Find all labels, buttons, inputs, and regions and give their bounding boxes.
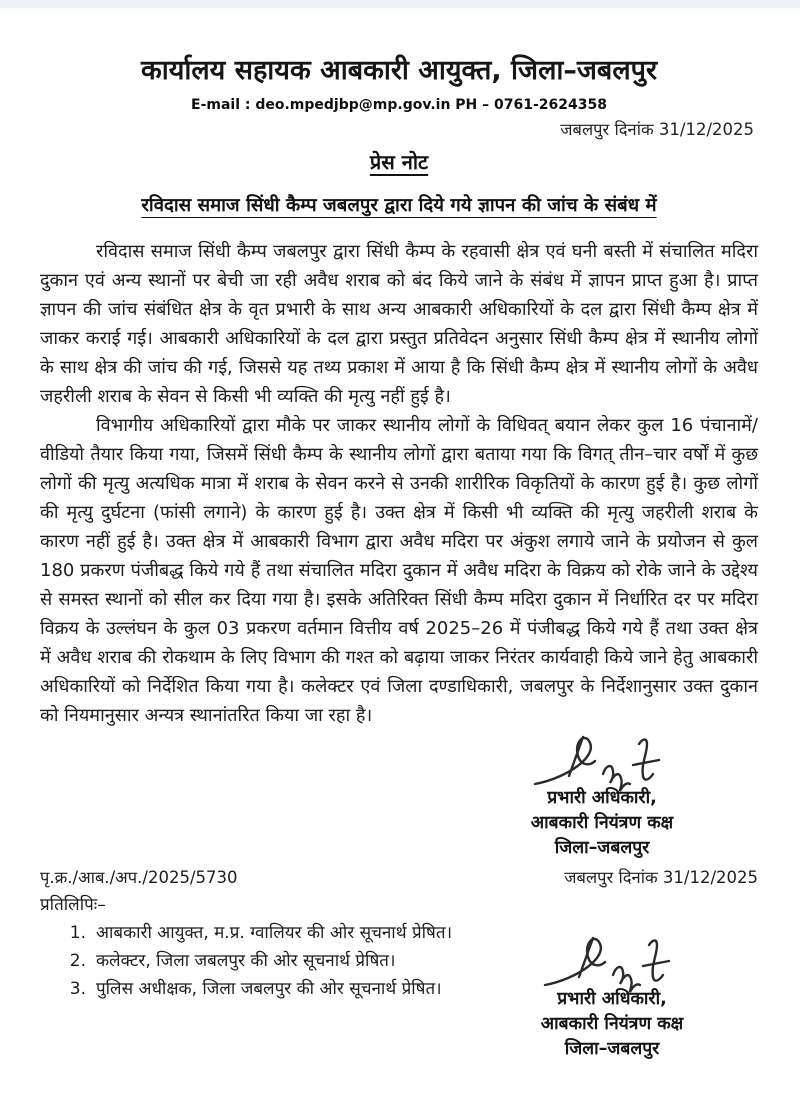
copies-heading: प्रतिलिपिः– <box>40 895 106 915</box>
scan-top-strip <box>0 0 800 8</box>
body-text <box>40 237 758 730</box>
copy-number: 3. <box>69 979 86 999</box>
subject-heading: रविदास समाज सिंधी कैम्प जबलपुर द्वारा दिये गये ज्ञापन की जांच के संबंध में <box>141 195 657 216</box>
office-title: कार्यालय सहायक आबकारी आयुक्त, जिला–जबलपुर <box>140 55 658 86</box>
document-page <box>0 13 800 1062</box>
signatory-designation: प्रभारी अधिकारी, <box>557 989 667 1009</box>
copy-text: कलेक्टर, जिला जबलपुर की ओर सूचनार्थ प्रेषित। <box>96 951 396 971</box>
header-dateline: जबलपुर दिनांक 31/12/2025 <box>560 120 754 139</box>
copy-item <box>66 975 452 1003</box>
signature-block-2 <box>472 933 752 1062</box>
signature-block-1 <box>462 732 742 861</box>
signatory-designation: प्रभारी अधिकारी, <box>547 788 657 808</box>
copy-text: आबकारी आयुक्त, म.प्र. ग्वालियर की ओर सूचनार्थ प्रेषित। <box>96 923 453 943</box>
bottom-row <box>40 915 758 1062</box>
copy-item <box>66 947 452 975</box>
body-paragraph-1: रविदास समाज सिंधी कैम्प जबलपुर द्वारा सिंधी कैम्प के रहवासी क्षेत्र एवं घनी बस्ती में संचालित मदिरा दुकान एवं अन्य स्थानों पर बेची जा रही अवैध शराब को बंद किये जाने के संबंध में ज्ञापन प्राप्त हुआ है। प्राप्त ज्ञापन की जांच संबंधित क्षेत्र के वृत प्रभारी के साथ अन्य आबकारी अधिकारियों के दल द्वारा सिंधी कैम्प क्षेत्र में जाकर कराई गई। आबकारी अधिकारियों के दल द्वारा प्रस्तुत प्रतिवेदन अनुसार सिंधी कैम्प क्षेत्र में स्थानीय लोगों के साथ क्षेत्र की जांच की गई, जिससे यह तथ्य प्रकाश में आया है कि सिंधी कैम्प क्षेत्र में स्थानीय लोगों के अवैध जहरीली शराब के सेवन से किसी भी व्यक्ति की मृत्यु नहीं हुई है। <box>40 241 758 407</box>
copy-number: 1. <box>69 923 86 943</box>
reference-row <box>40 865 758 888</box>
signatory-district: जिला–जबलपुर <box>564 1039 660 1059</box>
signatory-district: जिला–जबलपुर <box>554 838 650 858</box>
copy-list <box>66 919 452 1003</box>
contact-line: E-mail : deo.mpedjbp@mp.gov.in PH – 0761-2624358 <box>191 97 607 113</box>
reference-number: पृ.क्र./आब./अप./2025/5730 <box>40 868 238 887</box>
signatory-office: आबकारी नियंत्रण कक्ष <box>540 1014 684 1034</box>
copy-item <box>66 919 452 947</box>
handwritten-signature-icon <box>537 933 687 995</box>
body-paragraph-2: विभागीय अधिकारियों द्वारा मौके पर जाकर स्थानीय लोगों के विधिवत् बयान लेकर कुल 16 पंचानामें/वीडियो तैयार किया गया, जिसमें सिंधी कैम्प के स्थानीय लोगों द्वारा बताया गया कि विगत् तीन–चार वर्षों में कुछ लोगों की मृत्यु अत्यधिक मात्रा में शराब के सेवन करने से उनकी शारीरिक विकृतियों के कारण हुई है। कुछ लोगों की मृत्यु दुर्घटना (फांसी लगाने) के कारण हुई है। उक्त क्षेत्र में किसी भी व्यक्ति की मृत्यु जहरीली शराब के कारण नहीं हुई है। उक्त क्षेत्र में आबकारी विभाग द्वारा अवैध मदिरा पर अंकुश लगाये जाने के प्रयोजन से कुल 180 प्रकरण पंजीबद्ध किये गये हैं तथा संचालित मदिरा दुकान में अवैध मदिरा के विक्रय को रोके जाने के उद्देश्य से समस्त स्थानों को सील कर दिया गया है। इसके अतिरिक्त सिंधी कैम्प मदिरा दुकान में निर्धारित दर पर मदिरा विक्रय के उल्लंघन के कुल 03 प्रकरण वर्तमान वित्तीय वर्ष 2025–26 में पंजीबद्ध किये गये हैं तथा उक्त क्षेत्र में अवैध शराब की रोकथाम के लिए विभाग की गश्त को बढ़ाया जाकर निरंतर कार्यवाही किये जाने हेतु आबकारी अधिकारियों को निर्देशित किया गया है। कलेक्टर एवं जिला दण्डाधिकारी, जबलपुर के निर्देशानुसार उक्त दुकान को नियमानुसार अन्यत्र स्थानांतरित किया जा रहा है। <box>40 415 758 726</box>
press-note-heading: प्रेस नोट <box>369 150 429 174</box>
handwritten-signature-icon <box>527 732 677 794</box>
signatory-office: आबकारी नियंत्रण कक्ष <box>530 813 674 833</box>
copy-number: 2. <box>69 951 86 971</box>
copy-text: पुलिस अधीक्षक, जिला जबलपुर की ओर सूचनार्थ प्रेषित। <box>96 979 442 999</box>
footer-dateline: जबलपुर दिनांक 31/12/2025 <box>564 868 758 887</box>
